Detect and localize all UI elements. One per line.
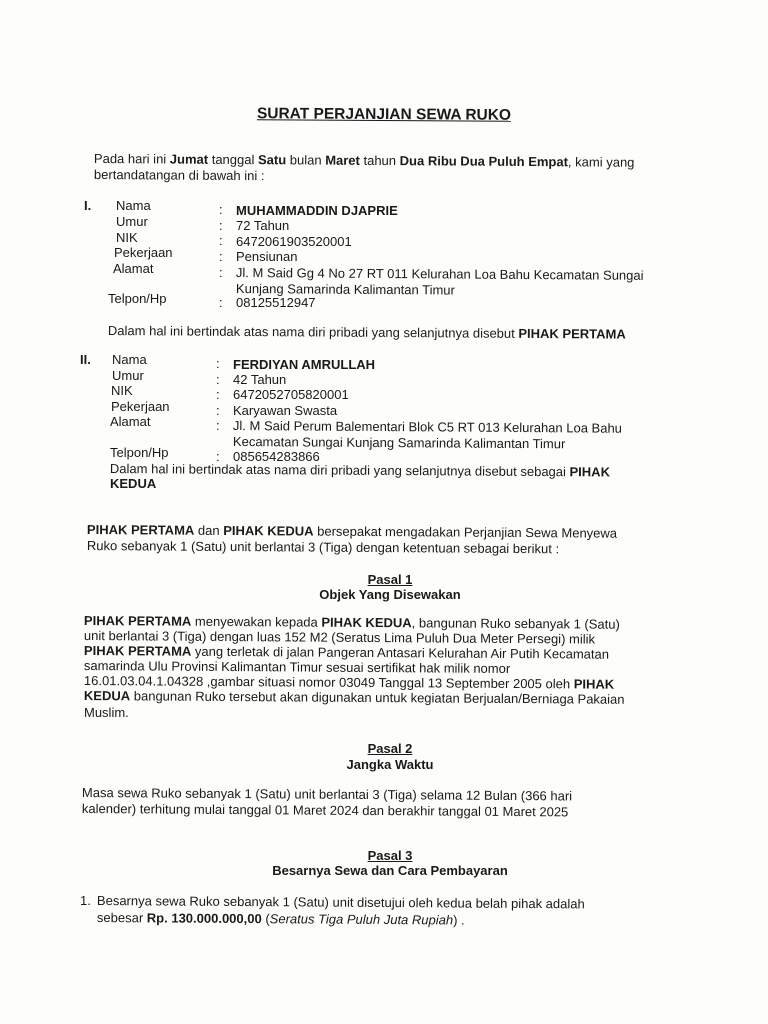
party-2-name: FERDIYAN AMRULLAH xyxy=(233,357,376,372)
rent-amount: Rp. 130.000.000,00 xyxy=(146,910,262,927)
statement-party-name: PIHAK PERTAMA xyxy=(518,325,626,342)
pasal-1-party-1: PIHAK PERTAMA xyxy=(83,643,192,659)
label-nik: NIK xyxy=(111,383,133,398)
party-2-address-line-2: Kecamatan Sungai Kunjang Samarinda Kalimantan Timur xyxy=(232,434,566,452)
pasal-3-title: Besarnya Sewa dan Cara Pembayaran xyxy=(272,863,508,878)
party-1-age: 72 Tahun xyxy=(236,218,290,233)
party-1-nik: 6472061903520001 xyxy=(236,234,352,249)
intro-year: Dua Ribu Dua Puluh Empat xyxy=(399,153,569,170)
pasal-3-line-1: Besarnya sewa Ruko sebanyak 1 (Satu) unit disetujui oleh kedua belah pihak adalah xyxy=(96,893,585,912)
pasal-1-party-1: PIHAK PERTAMA xyxy=(83,613,192,629)
label-telpon: Telpon/Hp xyxy=(110,445,169,460)
intro-text: bulan xyxy=(286,152,326,168)
label-nama: Nama xyxy=(112,352,147,367)
label-telpon: Telpon/Hp xyxy=(108,291,167,306)
party-1-name: MUHAMMADDIN DJAPRIE xyxy=(236,203,398,218)
statement-text: Dalam hal ini bertindak atas nama diri pribadi yang selanjutnya disebut sebagai xyxy=(109,461,570,480)
pasal-1-party-2: PIHAK xyxy=(573,676,615,692)
pasal-1-text: menyewakan kepada xyxy=(191,613,322,630)
party-2-occupation: Karyawan Swasta xyxy=(233,403,338,418)
colon: : xyxy=(216,356,220,371)
label-pekerjaan: Pekerjaan xyxy=(114,245,173,260)
agreement-text: dan xyxy=(194,522,224,538)
colon: : xyxy=(219,265,223,280)
pasal-1-text: bangunan Ruko tersebut akan digunakan untuk kegiatan Berjualan/Berniaga Pakaian xyxy=(130,688,625,707)
pasal-1-title: Objek Yang Disewakan xyxy=(319,587,461,602)
party-1-statement xyxy=(108,323,626,342)
pasal-1-party-2: PIHAK KEDUA xyxy=(321,614,412,631)
agreement-party-1: PIHAK PERTAMA xyxy=(86,522,195,538)
pasal-1-line-7: Muslim. xyxy=(84,705,129,720)
pasal-3-item-number: 1. xyxy=(80,893,91,908)
pasal-2-number: Pasal 2 xyxy=(367,741,413,756)
colon: : xyxy=(216,387,220,402)
label-umur: Umur xyxy=(112,368,144,383)
intro-text: tahun xyxy=(359,152,400,169)
intro-text: tanggal xyxy=(208,151,259,168)
pasal-2-line-1: Masa sewa Ruko sebanyak 1 (Satu) unit berlantai 3 (Tiga) selama 12 Bulan (366 hari xyxy=(81,785,573,804)
intro-line-2: bertandatangan di bawah ini : xyxy=(93,167,265,184)
pasal-3-text: sebesar xyxy=(96,910,147,926)
intro-day: Jumat xyxy=(169,151,209,167)
statement-party-name: PIHAK xyxy=(569,464,611,480)
agreement-text: bersepakat mengadakan Perjanjian Sewa Menyewa xyxy=(313,523,618,541)
party-2-phone: 085654283866 xyxy=(233,449,320,464)
pasal-1-text: 16.01.03.04.1.04328 ,gambar situasi nomor 03049 Tanggal 13 September 2005 oleh xyxy=(83,673,574,692)
label-nama: Nama xyxy=(116,198,151,213)
party-2-age: 42 Tahun xyxy=(233,372,287,387)
intro-text: Pada hari ini xyxy=(93,151,170,167)
pasal-3-number: Pasal 3 xyxy=(367,848,413,863)
party-2-statement-line-2: KEDUA xyxy=(110,476,157,491)
label-pekerjaan: Pekerjaan xyxy=(111,399,170,414)
pasal-1-line-6 xyxy=(84,688,625,707)
pasal-1-number: Pasal 1 xyxy=(367,572,413,587)
label-umur: Umur xyxy=(116,214,148,229)
pasal-1-text: yang terletak di jalan Pangeran Antasari Kelurahan Air Putih Kecamatan xyxy=(191,643,610,662)
colon: : xyxy=(216,403,220,418)
party-1-address-line-1: Jl. M Said Gg 4 No 27 RT 011 Kelurahan Loa Bahu Kecamatan Sungai xyxy=(235,265,644,283)
pasal-2-title: Jangka Waktu xyxy=(346,757,434,772)
statement-text: Dalam hal ini bertindak atas nama diri pribadi yang selanjutnya disebut xyxy=(107,323,519,341)
party-2-nik: 6472052705820001 xyxy=(233,387,349,402)
colon: : xyxy=(219,249,223,264)
colon: : xyxy=(219,218,223,233)
colon: : xyxy=(216,449,220,464)
pasal-2-line-2: kalender) terhitung mulai tanggal 01 Maret 2024 dan berakhir tanggal 01 Maret 2025 xyxy=(81,801,569,820)
document-title: SURAT PERJANJIAN SEWA RUKO xyxy=(256,105,512,124)
label-alamat: Alamat xyxy=(113,261,154,276)
colon: : xyxy=(219,233,223,248)
party-2-number: II. xyxy=(80,352,91,367)
party-1-occupation: Pensiunan xyxy=(236,249,298,264)
label-alamat: Alamat xyxy=(110,414,151,429)
colon: : xyxy=(219,202,223,217)
intro-month: Maret xyxy=(325,152,360,168)
party-1-address-line-2: Kunjang Samarinda Kalimantan Timur xyxy=(235,281,455,298)
pasal-1-party-2: KEDUA xyxy=(83,688,131,704)
colon: : xyxy=(216,372,220,387)
intro-text: , kami yang xyxy=(567,154,635,170)
pasal-1-line-2: unit berlantai 3 (Tiga) dengan luas 152 M2 (Seratus Lima Puluh Dua Meter Persegi) milik xyxy=(83,628,596,647)
party-1-phone: 08125512947 xyxy=(236,295,316,310)
agreement-party-2: PIHAK KEDUA xyxy=(223,522,314,539)
agreement-line-2: Ruko sebanyak 1 (Satu) unit berlantai 3 (Tiga) dengan ketentuan sebagai berikut : xyxy=(86,538,560,557)
party-2-address-line-1: Jl. M Said Perum Balementari Blok C5 RT 013 Kelurahan Loa Bahu xyxy=(232,418,623,436)
colon: : xyxy=(219,295,223,310)
party-2-statement-line-1 xyxy=(110,461,610,479)
pasal-3-text: ( xyxy=(261,911,270,927)
party-1-number: I. xyxy=(84,198,92,213)
pasal-3-line-2 xyxy=(97,910,465,928)
colon: : xyxy=(216,418,220,433)
pasal-3-text: ) . xyxy=(453,912,465,928)
pasal-1-line-4: samarinda Ulu Provinsi Kalimantan Timur sesuai sertifikat hak milik nomor xyxy=(83,658,511,676)
intro-date: Satu xyxy=(257,152,287,168)
label-nik: NIK xyxy=(116,230,138,245)
rent-amount-words: Seratus Tiga Puluh Juta Rupiah xyxy=(269,911,454,928)
pasal-1-text: , bangunan Ruko sebanyak 1 (Satu) xyxy=(411,615,620,632)
